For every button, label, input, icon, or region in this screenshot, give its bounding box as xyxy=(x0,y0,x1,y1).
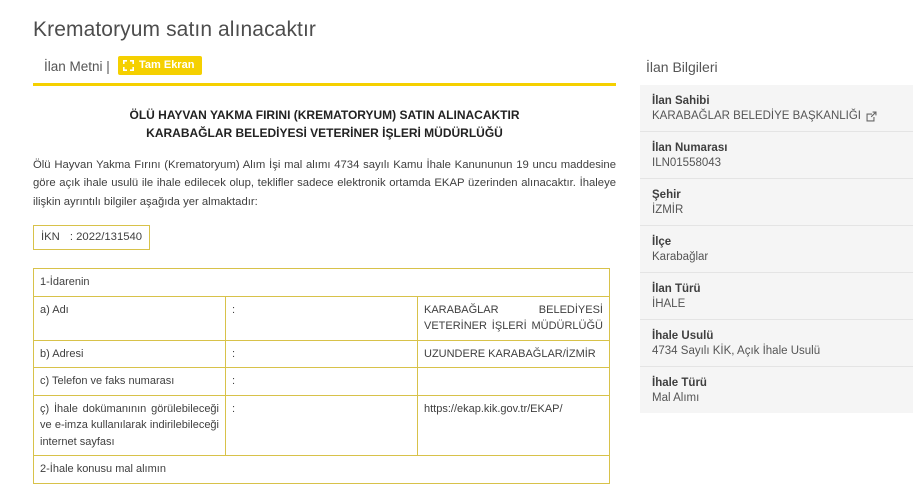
document-intro-paragraph: Ölü Hayvan Yakma Fırını (Krematoryum) Alım İşi mal alımı 4734 sayılı Kamu İhale Kanununun 19 uncu maddesine göre açık ihale usulü ile ihale edilecek olup, teklifler sadece elektronik ortamda EKAP üzerinden alınacaktır. İhaleye ilişkin ayrıntılı bilgiler aşağıda yer almaktadır: xyxy=(33,159,616,208)
row-colon: : xyxy=(226,340,418,368)
page-title: Krematoryum satın alınacaktır xyxy=(33,18,317,42)
info-value: İZMİR xyxy=(652,204,684,216)
section-2-title: 2-İhale konusu mal alımın xyxy=(34,456,610,484)
info-row-ilan-numarasi xyxy=(640,132,913,179)
ikn-value: 2022/131540 xyxy=(76,230,143,243)
row-label-telefon: c) Telefon ve faks numarası xyxy=(34,368,226,396)
sidebar-title: İlan Bilgileri xyxy=(646,59,718,75)
info-label: İhale Usulü xyxy=(652,330,714,342)
table-row xyxy=(34,340,610,368)
info-row-ihale-usulu xyxy=(640,320,913,367)
info-value: Karabağlar xyxy=(652,251,709,263)
info-row-sehir xyxy=(640,179,913,226)
ikn-colon: : xyxy=(69,230,73,243)
fullscreen-button-label: Tam Ekran xyxy=(139,59,195,71)
document-heading-line2: KARABAĞLAR BELEDİYESİ VETERİNER İŞLERİ MÜDÜRLÜĞÜ xyxy=(146,126,503,140)
row-value-telefon xyxy=(418,368,610,396)
fullscreen-icon xyxy=(123,60,134,71)
table-row xyxy=(34,456,610,484)
fullscreen-button[interactable] xyxy=(118,56,202,75)
info-row-ihale-turu xyxy=(640,367,913,413)
section-1-title: 1-İdarenin xyxy=(34,269,610,297)
info-label: İlçe xyxy=(652,236,672,248)
row-value-adi: KARABAĞLAR BELEDİYESİ VETERİNER İŞLERİ MÜDÜRLÜĞÜ xyxy=(418,296,610,340)
ikn-box xyxy=(33,225,150,251)
info-row-ilce xyxy=(640,226,913,273)
tab-ilan-metni[interactable]: İlan Metni | xyxy=(44,59,110,74)
ikn-label: İKN xyxy=(41,230,60,243)
info-value[interactable] xyxy=(652,110,901,122)
table-row xyxy=(34,368,610,396)
row-colon: : xyxy=(226,395,418,456)
info-value-text: KARABAĞLAR BELEDİYE BAŞKANLIĞI xyxy=(652,110,861,122)
external-link-icon[interactable] xyxy=(866,111,877,122)
sidebar-panel xyxy=(640,85,913,413)
row-label-dokuman: ç) İhale dokümanının görülebileceği ve e-imza kullanılarak indirilebileceği internet sayfası xyxy=(34,395,226,456)
announcement-content-column xyxy=(33,55,616,484)
info-value: 4734 Sayılı KİK, Açık İhale Usulü xyxy=(652,345,821,357)
info-value: ILN01558043 xyxy=(652,157,722,169)
info-value: Mal Alımı xyxy=(652,392,700,404)
info-label: Şehir xyxy=(652,189,681,201)
row-colon: : xyxy=(226,368,418,396)
info-label: İlan Sahibi xyxy=(652,95,710,107)
document-heading-line1: ÖLÜ HAYVAN YAKMA FIRINI (KREMATORYUM) SATIN ALINACAKTIR xyxy=(129,108,520,122)
row-colon: : xyxy=(226,296,418,340)
info-label: İhale Türü xyxy=(652,377,707,389)
tab-bar xyxy=(33,55,616,86)
info-row-ilan-sahibi xyxy=(640,85,913,132)
row-value-dokuman[interactable]: https://ekap.kik.gov.tr/EKAP/ xyxy=(418,395,610,456)
document-heading xyxy=(33,106,616,142)
table-row xyxy=(34,269,610,297)
info-label: İlan Numarası xyxy=(652,142,728,154)
info-value: İHALE xyxy=(652,298,686,310)
announcement-document xyxy=(33,106,616,484)
info-label: İlan Türü xyxy=(652,283,701,295)
idare-bilgileri-table xyxy=(33,268,610,484)
row-label-adresi: b) Adresi xyxy=(34,340,226,368)
row-value-adresi: UZUNDERE KARABAĞLAR/İZMİR xyxy=(418,340,610,368)
row-label-adi: a) Adı xyxy=(34,296,226,340)
info-row-ilan-turu xyxy=(640,273,913,320)
ilan-bilgileri-sidebar xyxy=(640,55,913,413)
table-row xyxy=(34,296,610,340)
